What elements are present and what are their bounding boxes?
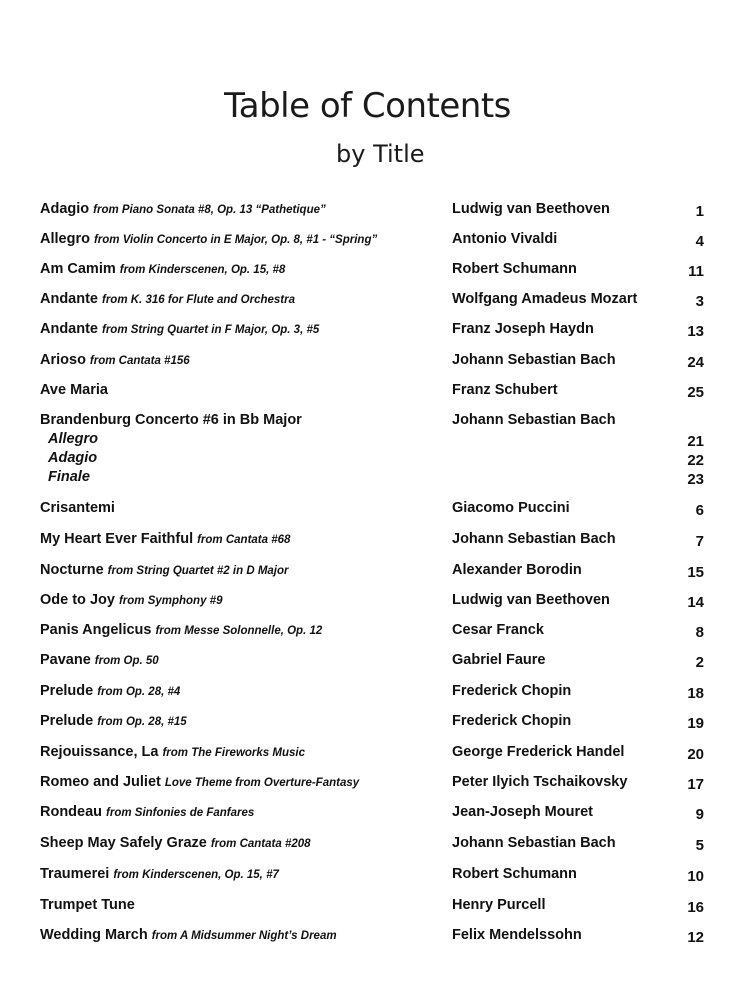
entry-page: 1	[695, 203, 704, 220]
entry-title: Andante	[40, 291, 98, 307]
toc-entry	[0, 261, 735, 285]
toc-entry	[0, 500, 735, 524]
entry-title-wrap	[40, 321, 319, 337]
entry-detail: from Symphony #9	[118, 595, 223, 607]
entry-composer: Johann Sebastian Bach	[452, 352, 616, 368]
entry-title: Brandenburg Concerto #6 in Bb Major	[40, 412, 302, 428]
toc-entry	[0, 531, 735, 555]
entry-detail: from Op. 28, #15	[97, 716, 187, 728]
entry-detail: from Op. 28, #4	[97, 686, 181, 698]
entry-page: 9	[695, 806, 704, 823]
toc-entry	[0, 774, 735, 798]
entry-detail: from Cantata #156	[89, 355, 190, 367]
entry-title: Prelude	[40, 683, 94, 699]
entry-composer: Franz Schubert	[452, 382, 558, 398]
entry-title-wrap	[40, 412, 306, 428]
entry-detail: from Kinderscenen, Op. 15, #7	[113, 869, 279, 881]
entry-title-wrap	[40, 897, 139, 913]
entry-composer: Gabriel Faure	[452, 652, 546, 668]
movement-name: Adagio	[48, 450, 98, 466]
movement-page: 22	[687, 452, 704, 469]
entry-composer: Henry Purcell	[452, 897, 546, 913]
toc-entry	[0, 321, 735, 345]
entry-detail: from Cantata #208	[210, 838, 311, 850]
entry-title-wrap	[40, 382, 112, 398]
entry-page: 2	[695, 654, 704, 671]
entry-page: 19	[687, 715, 704, 732]
entry-title-wrap	[40, 622, 322, 638]
entry-composer: Franz Joseph Haydn	[452, 321, 594, 337]
entry-title-wrap	[40, 562, 288, 578]
entry-title-wrap	[40, 927, 337, 943]
entry-title-wrap	[40, 774, 359, 790]
toc-entry	[0, 201, 735, 225]
entry-page: 15	[687, 564, 704, 581]
entry-page: 7	[695, 533, 704, 550]
entry-title-wrap	[40, 804, 254, 820]
entry-title-wrap	[40, 713, 187, 729]
entry-composer: Cesar Franck	[452, 622, 544, 638]
entry-detail: from String Quartet in F Major, Op. 3, #5	[102, 324, 320, 336]
entry-page: 14	[687, 594, 704, 611]
entry-composer: Peter Ilyich Tschaikovsky	[452, 774, 628, 790]
entry-title-wrap	[40, 261, 285, 277]
entry-title-wrap	[40, 744, 305, 760]
entry-page: 4	[695, 233, 704, 250]
entry-title: Sheep May Safely Graze	[40, 835, 207, 851]
entry-detail: from String Quartet #2 in D Major	[107, 565, 289, 577]
entry-page: 8	[695, 624, 704, 641]
entry-detail: from A Midsummer Night’s Dream	[151, 930, 337, 942]
toc-entry	[0, 804, 735, 828]
toc-entry	[0, 382, 735, 406]
entry-page: 11	[688, 263, 704, 280]
entry-title: Panis Angelicus	[40, 622, 152, 638]
toc-entry	[0, 652, 735, 676]
entry-detail: from The Fireworks Music	[162, 747, 305, 759]
entry-composer: Alexander Borodin	[452, 562, 582, 578]
toc-entry	[0, 562, 735, 586]
entry-title-wrap	[40, 531, 290, 547]
entry-title: My Heart Ever Faithful	[40, 531, 194, 547]
entry-page: 18	[687, 685, 704, 702]
entry-detail: from Messe Solonnelle, Op. 12	[155, 625, 323, 637]
entry-composer: Johann Sebastian Bach	[452, 835, 616, 851]
page-subtitle: by Title	[336, 140, 425, 168]
toc-entry	[0, 835, 735, 859]
entry-detail: from K. 316 for Flute and Orchestra	[102, 294, 295, 306]
entry-detail: from Violin Concerto in E Major, Op. 8, #1 - “Spring”	[93, 234, 378, 246]
toc-entry	[0, 744, 735, 768]
entry-title: Pavane	[40, 652, 91, 668]
toc-entry	[0, 231, 735, 255]
entry-title: Nocturne	[40, 562, 104, 578]
entry-title: Ode to Joy	[40, 592, 115, 608]
toc-entry	[0, 927, 735, 951]
entry-title: Am Camim	[40, 261, 116, 277]
entry-composer: George Frederick Handel	[452, 744, 625, 760]
entry-composer: Felix Mendelssohn	[452, 927, 582, 943]
toc-entry	[0, 352, 735, 376]
entry-detail: from Op. 50	[94, 655, 159, 667]
entry-composer: Johann Sebastian Bach	[452, 412, 616, 428]
entry-detail: from Cantata #68	[197, 534, 291, 546]
entry-page: 6	[695, 502, 704, 519]
entry-detail: from Piano Sonata #8, Op. 13 “Pathetique”	[93, 204, 326, 216]
entry-composer: Johann Sebastian Bach	[452, 531, 616, 547]
entry-title: Wedding March	[40, 927, 148, 943]
entry-page: 16	[687, 899, 704, 916]
entry-title-wrap	[40, 835, 311, 851]
entry-title: Prelude	[40, 713, 94, 729]
entry-composer: Robert Schumann	[452, 261, 577, 277]
entry-title-wrap	[40, 652, 159, 668]
entry-title: Romeo and Juliet	[40, 774, 161, 790]
entry-composer: Frederick Chopin	[452, 683, 572, 699]
movement-page: 23	[687, 471, 704, 488]
entry-detail: from Kinderscenen, Op. 15, #8	[119, 264, 286, 276]
page-title: Table of Contents	[224, 86, 511, 126]
entry-composer: Giacomo Puccini	[452, 500, 570, 516]
entry-title-wrap	[40, 352, 190, 368]
entry-title-wrap	[40, 592, 222, 608]
entry-detail: Love Theme from Overture-Fantasy	[164, 777, 360, 789]
entry-page: 13	[687, 323, 704, 340]
entry-title: Rejouissance, La	[40, 744, 159, 760]
toc-entry	[0, 713, 735, 737]
entry-page: 12	[687, 929, 704, 946]
entry-composer: Robert Schumann	[452, 866, 577, 882]
entry-title: Traumerei	[40, 866, 110, 882]
entry-page: 5	[695, 837, 704, 854]
entry-page: 17	[687, 776, 704, 793]
movement-name: Allegro	[48, 431, 98, 447]
entry-title-wrap	[40, 291, 295, 307]
entry-composer: Wolfgang Amadeus Mozart	[452, 291, 638, 307]
entry-title-wrap	[40, 231, 377, 247]
entry-title: Trumpet Tune	[40, 897, 135, 913]
entry-page: 10	[687, 868, 704, 885]
toc-entry	[0, 592, 735, 616]
entry-title: Ave Maria	[40, 382, 108, 398]
entry-detail: from Sinfonies de Fanfares	[106, 807, 255, 819]
movement-name: Finale	[48, 469, 90, 485]
entry-title: Andante	[40, 321, 98, 337]
entry-title: Allegro	[40, 231, 90, 247]
toc-entry	[0, 683, 735, 707]
entry-title-wrap	[40, 683, 180, 699]
entry-title-wrap	[40, 866, 279, 882]
entry-title: Rondeau	[40, 804, 103, 820]
entry-title-wrap	[40, 201, 326, 217]
toc-entry	[0, 291, 735, 315]
entry-composer: Jean-Joseph Mouret	[452, 804, 593, 820]
toc-entry	[0, 866, 735, 890]
entry-title-wrap	[40, 500, 119, 516]
toc-entry	[0, 622, 735, 646]
entry-page: 3	[695, 293, 704, 310]
toc-entry	[0, 412, 735, 436]
entry-page: 20	[687, 746, 704, 763]
entry-composer: Ludwig van Beethoven	[452, 592, 610, 608]
movement-page: 21	[687, 433, 704, 450]
entry-page: 25	[687, 384, 704, 401]
entry-title: Adagio	[40, 201, 90, 217]
entry-title: Arioso	[40, 352, 86, 368]
toc-entry	[0, 897, 735, 921]
entry-page: 24	[687, 354, 704, 371]
entry-title: Crisantemi	[40, 500, 115, 516]
entry-composer: Ludwig van Beethoven	[452, 201, 610, 217]
entry-composer: Antonio Vivaldi	[452, 231, 558, 247]
entry-composer: Frederick Chopin	[452, 713, 572, 729]
